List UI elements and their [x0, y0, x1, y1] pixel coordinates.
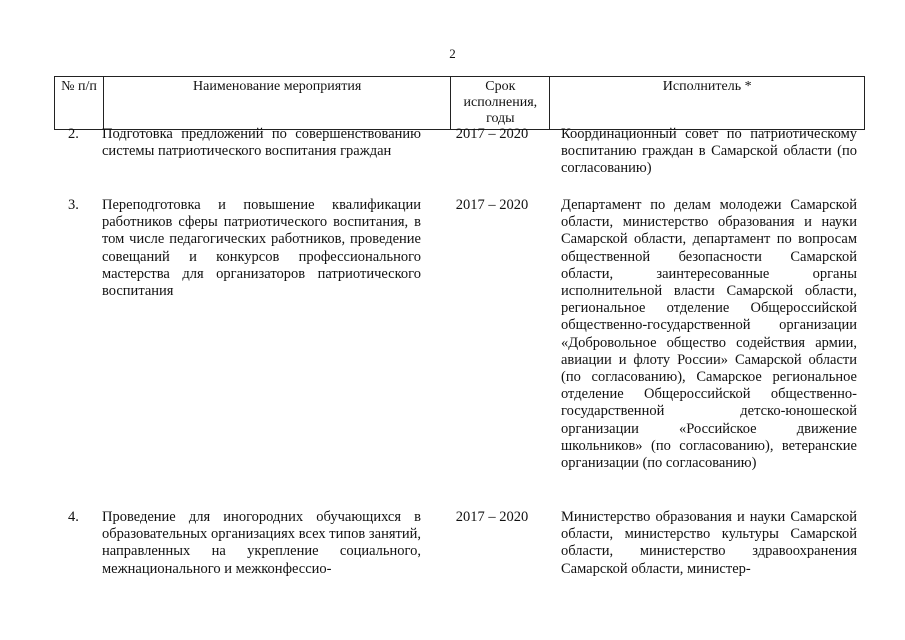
header-name: Наименование мероприятия: [104, 77, 451, 130]
row-term: 2017 – 2020: [455, 509, 529, 525]
table-header: [54, 76, 865, 130]
row-name: Переподготовка и повышение квалификации работников сферы патриотического воспитания, в том числе педагогических работников, проведение совещаний и конкурсов профессионального мастерства для организаторов патриотического воспитания: [102, 197, 421, 300]
header-num: № п/п: [55, 77, 104, 130]
row-executor: Департамент по делам молодежи Самарской области, министерство образования и науки Самарской области, департамент по вопросам общественной безопасности Самарской области, заинтересованные органы исполнительной власти Самарской области, региональное отделение Общероссийской общественно-государственной организации «Добровольное общество содействия армии, авиации и флоту России» Самарской области (по согласованию), Самарское региональное отделение Общероссийской общественно-государственной детско-юношеской организации «Российское движение школьников» (по согласованию), ветеранские организации (по согласованию): [561, 197, 857, 472]
row-executor: Координационный совет по патриотическому воспитанию граждан в Самарской области (по согласованию): [561, 126, 857, 177]
row-num: 3.: [68, 197, 79, 213]
header-term: Срок исполнения, годы: [451, 77, 550, 130]
row-num: 4.: [68, 509, 79, 525]
row-name: Подготовка предложений по совершенствованию системы патриотического воспитания граждан: [102, 126, 421, 160]
row-num: 2.: [68, 126, 79, 142]
row-executor: Министерство образования и науки Самарской области, министерство культуры Самарской области, министерство здравоохранения Самарской области, министер-: [561, 509, 857, 577]
row-term: 2017 – 2020: [455, 197, 529, 213]
page-number: 2: [449, 46, 456, 61]
header-executor: Исполнитель *: [550, 77, 865, 130]
row-name: Проведение для иногородних обучающихся в образовательных организациях всех типов занятий, направленных на укрепление социального, межнационального и межконфессио-: [102, 509, 421, 577]
row-term: 2017 – 2020: [455, 126, 529, 142]
